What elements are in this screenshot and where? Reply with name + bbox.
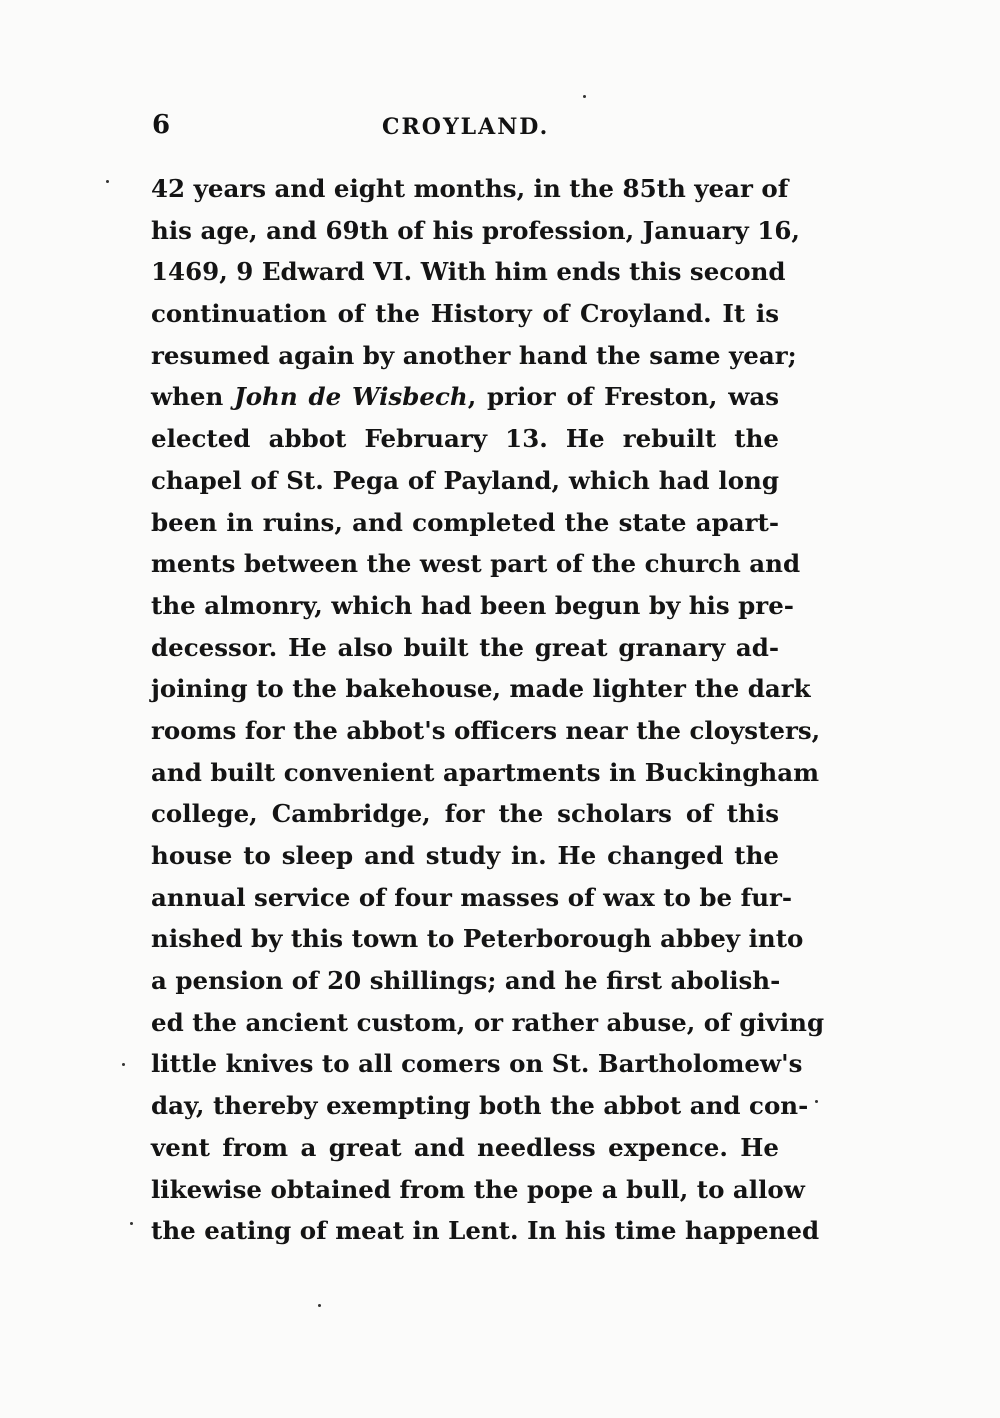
text-line: day, thereby exempting both the abbot and con- bbox=[151, 1091, 809, 1121]
text-line-with-italic bbox=[151, 376, 779, 418]
text-line: little knives to all comers on St. Bartholomew's bbox=[151, 1049, 803, 1079]
italic-name: John de Wisbech bbox=[234, 382, 468, 412]
text-line: elected abbot February 13. He rebuilt the bbox=[151, 424, 779, 454]
text-line: a pension of 20 shillings; and he first abolish- bbox=[151, 966, 781, 996]
text-line: ed the ancient custom, or rather abuse, of giving bbox=[151, 1007, 825, 1037]
text-line: joining to the bakehouse, made lighter the dark bbox=[151, 674, 811, 704]
text-line: resumed again by another hand the same year; bbox=[151, 340, 797, 370]
scan-speck bbox=[130, 1222, 133, 1225]
scan-speck bbox=[106, 180, 109, 183]
text-line: chapel of St. Pega of Payland, which had long bbox=[151, 465, 779, 495]
text-segment: , prior of Freston, was bbox=[467, 382, 779, 412]
scan-speck bbox=[583, 95, 586, 98]
text-line: vent from a great and needless expence. He bbox=[151, 1132, 779, 1162]
text-line: ments between the west part of the church and bbox=[151, 549, 801, 579]
scan-speck bbox=[122, 1063, 125, 1066]
text-line: likewise obtained from the pope a bull, to allow bbox=[151, 1174, 805, 1204]
text-line: annual service of four masses of wax to be fur- bbox=[151, 882, 793, 912]
page-number: 6 bbox=[152, 110, 170, 140]
text-line: been in ruins, and completed the state apart- bbox=[151, 507, 779, 537]
page-header bbox=[150, 108, 780, 144]
scan-speck bbox=[318, 1304, 321, 1307]
running-title: CROYLAND. bbox=[382, 114, 550, 140]
body-text bbox=[151, 168, 825, 1252]
text-line: his age, and 69th of his profession, January 16, bbox=[151, 215, 800, 245]
text-line: house to sleep and study in. He changed the bbox=[151, 841, 779, 870]
text-line: college, Cambridge, for the scholars of this bbox=[151, 799, 779, 829]
text-line: and built convenient apartments in Buckingham bbox=[151, 757, 820, 787]
text-line: decessor. He also built the great granary ad- bbox=[151, 632, 779, 662]
text-line: the eating of meat in Lent. In his time happened bbox=[151, 1216, 820, 1246]
text-line: 42 years and eight months, in the 85th year of bbox=[151, 174, 789, 203]
text-segment: when bbox=[151, 382, 235, 412]
text-line: rooms for the abbot's officers near the cloysters, bbox=[151, 715, 821, 745]
text-line: 1469, 9 Edward VI. With him ends this second bbox=[151, 257, 786, 287]
text-line: the almonry, which had been begun by his pre- bbox=[151, 590, 794, 620]
text-line: nished by this town to Peterborough abbey into bbox=[151, 924, 804, 954]
scan-speck bbox=[815, 1100, 818, 1103]
text-line: continuation of the History of Croyland. It is bbox=[151, 299, 779, 329]
